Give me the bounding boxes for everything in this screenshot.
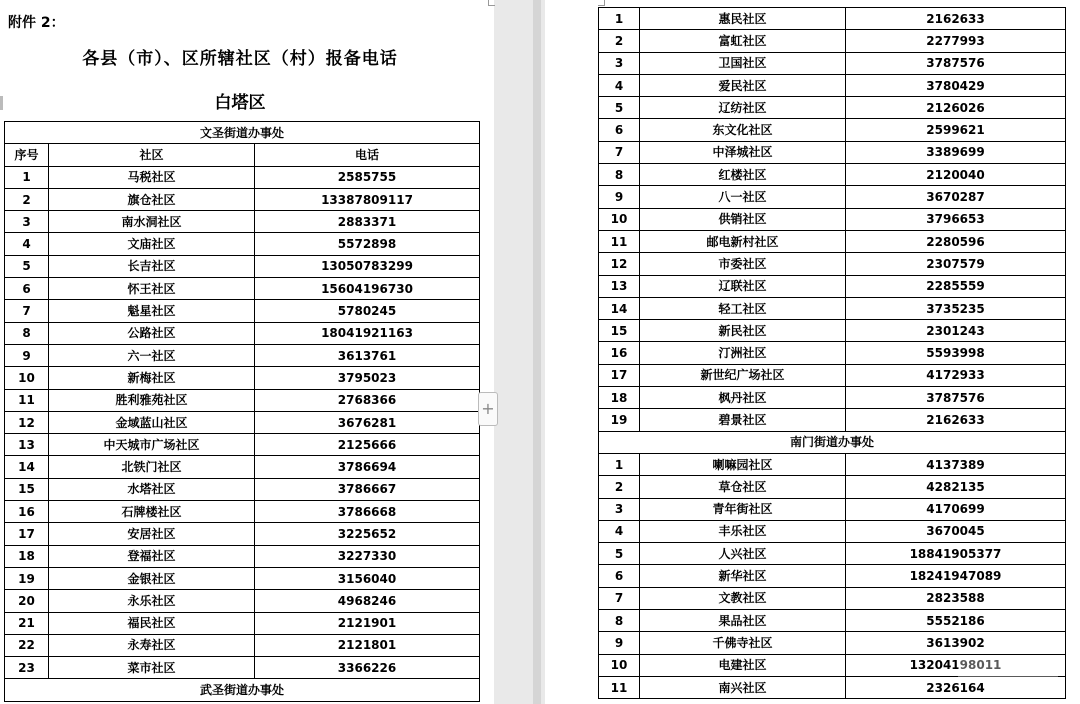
row-number: 9 [599,186,640,208]
row-number: 15 [5,478,49,500]
row-number: 14 [5,456,49,478]
phone-number: 3780429 [846,74,1066,96]
column-header-name: 社区 [49,144,255,166]
community-name: 东文化社区 [640,119,846,141]
phone-number: 2285559 [846,275,1066,297]
phone-number: 2301243 [846,320,1066,342]
phone-number: 3670045 [846,520,1066,542]
phone-number: 18041921163 [255,322,480,344]
phone-number: 3796653 [846,208,1066,230]
community-name: 八一社区 [640,186,846,208]
table-row [599,320,1066,342]
community-name: 石牌楼社区 [49,501,255,523]
watermark [958,660,1058,682]
table-row [599,186,1066,208]
column-header-no: 序号 [5,144,49,166]
community-name: 人兴社区 [640,543,846,565]
table-row [5,657,480,679]
phone-number: 13050783299 [255,255,480,277]
community-name: 卫国社区 [640,52,846,74]
phone-number: 2162633 [846,409,1066,431]
phone-number: 4170699 [846,498,1066,520]
phone-number: 3366226 [255,657,480,679]
community-name: 南兴社区 [640,676,846,698]
community-name: 永乐社区 [49,590,255,612]
row-number: 1 [599,453,640,475]
community-name: 千佛寺社区 [640,632,846,654]
table-row [599,587,1066,609]
community-name: 中泽城社区 [640,141,846,163]
phone-number: 2121801 [255,634,480,656]
row-number: 9 [599,632,640,654]
community-name: 新世纪广场社区 [640,364,846,386]
phone-number: 2162633 [846,8,1066,30]
row-number: 12 [5,411,49,433]
community-name: 丰乐社区 [640,520,846,542]
community-name: 邮电新村社区 [640,230,846,252]
table-row [599,119,1066,141]
community-name: 辽纺社区 [640,97,846,119]
table-row [599,164,1066,186]
row-number: 17 [599,364,640,386]
row-number: 10 [599,654,640,676]
community-name: 电建社区 [640,654,846,676]
community-name: 公路社区 [49,322,255,344]
phone-number: 2120040 [846,164,1066,186]
phone-number: 4968246 [255,590,480,612]
table-row [5,233,480,255]
community-name: 登福社区 [49,545,255,567]
document-page-right [545,0,1080,704]
phone-number: 3786694 [255,456,480,478]
table-row [5,612,480,634]
phone-number: 2768366 [255,389,480,411]
row-number: 12 [599,253,640,275]
table-row [599,230,1066,252]
phone-number: 2585755 [255,166,480,188]
community-name: 枫丹社区 [640,387,846,409]
table-row [5,523,480,545]
row-number: 3 [599,498,640,520]
row-number: 1 [5,166,49,188]
phone-number: 5593998 [846,342,1066,364]
community-name: 长吉社区 [49,255,255,277]
community-name: 新华社区 [640,565,846,587]
phone-number: 3786667 [255,478,480,500]
community-name: 永寿社区 [49,634,255,656]
table-row [599,297,1066,319]
table-header-row [5,144,480,166]
row-number: 3 [599,52,640,74]
phone-number: 3613902 [846,632,1066,654]
phone-number: 3795023 [255,367,480,389]
community-name: 金银社区 [49,567,255,589]
row-number: 17 [5,523,49,545]
section-row [5,679,480,701]
row-number: 10 [599,208,640,230]
table-row [599,275,1066,297]
community-name: 青年街社区 [640,498,846,520]
community-name: 市委社区 [640,253,846,275]
page-corner-marker [488,0,495,6]
row-number: 5 [599,543,640,565]
phone-number: 2125666 [255,434,480,456]
table-row [599,409,1066,431]
table-row [599,141,1066,163]
table-row [599,610,1066,632]
table-row [599,8,1066,30]
row-number: 16 [5,501,49,523]
row-number: 7 [599,141,640,163]
table-row [5,255,480,277]
community-name: 轻工社区 [640,297,846,319]
phone-number: 3389699 [846,141,1066,163]
phone-number: 2121901 [255,612,480,634]
row-number: 6 [5,278,49,300]
row-number: 5 [599,97,640,119]
phone-number: 3227330 [255,545,480,567]
row-number: 8 [5,322,49,344]
row-number: 14 [599,297,640,319]
phone-table-right [598,7,1066,699]
community-name: 菜市社区 [49,657,255,679]
community-name: 金域蓝山社区 [49,411,255,433]
row-number: 18 [599,387,640,409]
district-heading: 白塔区 [214,93,266,113]
phone-number: 3676281 [255,411,480,433]
community-name: 旗仓社区 [49,188,255,210]
phone-number: 18841905377 [846,543,1066,565]
table-row [5,300,480,322]
row-number: 6 [599,565,640,587]
community-name: 怀王社区 [49,278,255,300]
table-row [5,434,480,456]
table-row [599,453,1066,475]
row-number: 22 [5,634,49,656]
phone-number: 3787576 [846,387,1066,409]
community-name: 惠民社区 [640,8,846,30]
community-name: 福民社区 [49,612,255,634]
row-number: 2 [599,30,640,52]
community-name: 喇嘛园社区 [640,453,846,475]
phone-number: 3670287 [846,186,1066,208]
community-name: 果品社区 [640,610,846,632]
row-number: 20 [5,590,49,612]
community-name: 供销社区 [640,208,846,230]
community-name: 爱民社区 [640,74,846,96]
table-row [5,166,480,188]
row-number: 7 [599,587,640,609]
row-number: 8 [599,164,640,186]
row-number: 4 [5,233,49,255]
table-row [599,543,1066,565]
row-number: 19 [5,567,49,589]
row-number: 6 [599,119,640,141]
row-number: 23 [5,657,49,679]
table-row [599,253,1066,275]
page-gutter [533,0,541,704]
row-number: 2 [5,188,49,210]
phone-number: 2307579 [846,253,1066,275]
community-name: 草仓社区 [640,476,846,498]
table-row [599,387,1066,409]
table-row [599,364,1066,386]
page-corner-marker-right [598,0,605,6]
phone-number: 3156040 [255,567,480,589]
table-row [599,30,1066,52]
phone-number: 2126026 [846,97,1066,119]
table-row [599,97,1066,119]
table-row [5,634,480,656]
section-name: 南门街道办事处 [599,431,1066,453]
phone-number: 4172933 [846,364,1066,386]
phone-number: 3225652 [255,523,480,545]
community-name: 辽联社区 [640,275,846,297]
community-name: 魁星社区 [49,300,255,322]
attachment-label: 附件 2： [8,15,65,31]
table-row [5,478,480,500]
community-name: 文庙社区 [49,233,255,255]
table-row [5,322,480,344]
row-number: 21 [5,612,49,634]
row-number: 8 [599,610,640,632]
table-row [5,367,480,389]
phone-number: 3787576 [846,52,1066,74]
community-name: 文教社区 [640,587,846,609]
section-row [5,122,480,144]
row-number: 18 [5,545,49,567]
community-name: 汀洲社区 [640,342,846,364]
table-row [599,632,1066,654]
phone-number: 2277993 [846,30,1066,52]
community-name: 红楼社区 [640,164,846,186]
phone-number: 3786668 [255,501,480,523]
community-name: 六一社区 [49,344,255,366]
table-row [599,476,1066,498]
phone-number: 5572898 [255,233,480,255]
row-number: 11 [599,230,640,252]
phone-number: 5552186 [846,610,1066,632]
document-title: 各县（市）、区所辖社区（村）报备电话 [82,49,398,69]
section-name: 武圣街道办事处 [5,679,480,701]
table-row [599,520,1066,542]
table-row [599,74,1066,96]
row-number: 4 [599,520,640,542]
row-number: 10 [5,367,49,389]
table-row [599,208,1066,230]
row-number: 19 [599,409,640,431]
table-row [5,188,480,210]
row-number: 1 [599,8,640,30]
row-number: 13 [5,434,49,456]
phone-number: 2883371 [255,211,480,233]
section-name: 文圣街道办事处 [5,122,480,144]
column-header-phone: 电话 [255,144,480,166]
table-row [599,565,1066,587]
row-number: 4 [599,74,640,96]
table-row [599,342,1066,364]
community-name: 碧景社区 [640,409,846,431]
community-name: 新民社区 [640,320,846,342]
community-name: 南水洞社区 [49,211,255,233]
row-number: 11 [599,676,640,698]
community-name: 胜利雅苑社区 [49,389,255,411]
phone-number: 18241947089 [846,565,1066,587]
row-number: 7 [5,300,49,322]
phone-number: 2823588 [846,587,1066,609]
community-name: 安居社区 [49,523,255,545]
phone-number: 15604196730 [255,278,480,300]
table-row [599,498,1066,520]
phone-number: 2326164 [846,676,1066,698]
row-number: 11 [5,389,49,411]
table-row [5,389,480,411]
table-row [599,52,1066,74]
section-row [599,431,1066,453]
phone-number: 4282135 [846,476,1066,498]
row-number: 2 [599,476,640,498]
phone-number: 2280596 [846,230,1066,252]
community-name: 富虹社区 [640,30,846,52]
table-row [5,567,480,589]
table-row [5,211,480,233]
plus-icon: + [481,399,495,418]
phone-number: 5780245 [255,300,480,322]
phone-number: 2599621 [846,119,1066,141]
row-number: 3 [5,211,49,233]
community-name: 新梅社区 [49,367,255,389]
document-page-left [0,0,494,704]
row-number: 15 [599,320,640,342]
table-row [5,545,480,567]
phone-number: 3613761 [255,344,480,366]
row-number: 13 [599,275,640,297]
phone-number: 3735235 [846,297,1066,319]
row-number: 9 [5,344,49,366]
community-name: 马税社区 [49,166,255,188]
phone-number: 4137389 [846,453,1066,475]
community-name: 北铁门社区 [49,456,255,478]
table-row [5,501,480,523]
table-row [5,456,480,478]
table-row [5,411,480,433]
phone-number: 13387809117 [255,188,480,210]
table-row [5,278,480,300]
table-row [5,590,480,612]
phone-number: 13204198011 [846,654,1066,676]
add-row-button[interactable] [478,392,498,426]
row-number: 5 [5,255,49,277]
phone-table-left [4,121,480,702]
table-row [5,344,480,366]
community-name: 中天城市广场社区 [49,434,255,456]
row-number: 16 [599,342,640,364]
community-name: 水塔社区 [49,478,255,500]
